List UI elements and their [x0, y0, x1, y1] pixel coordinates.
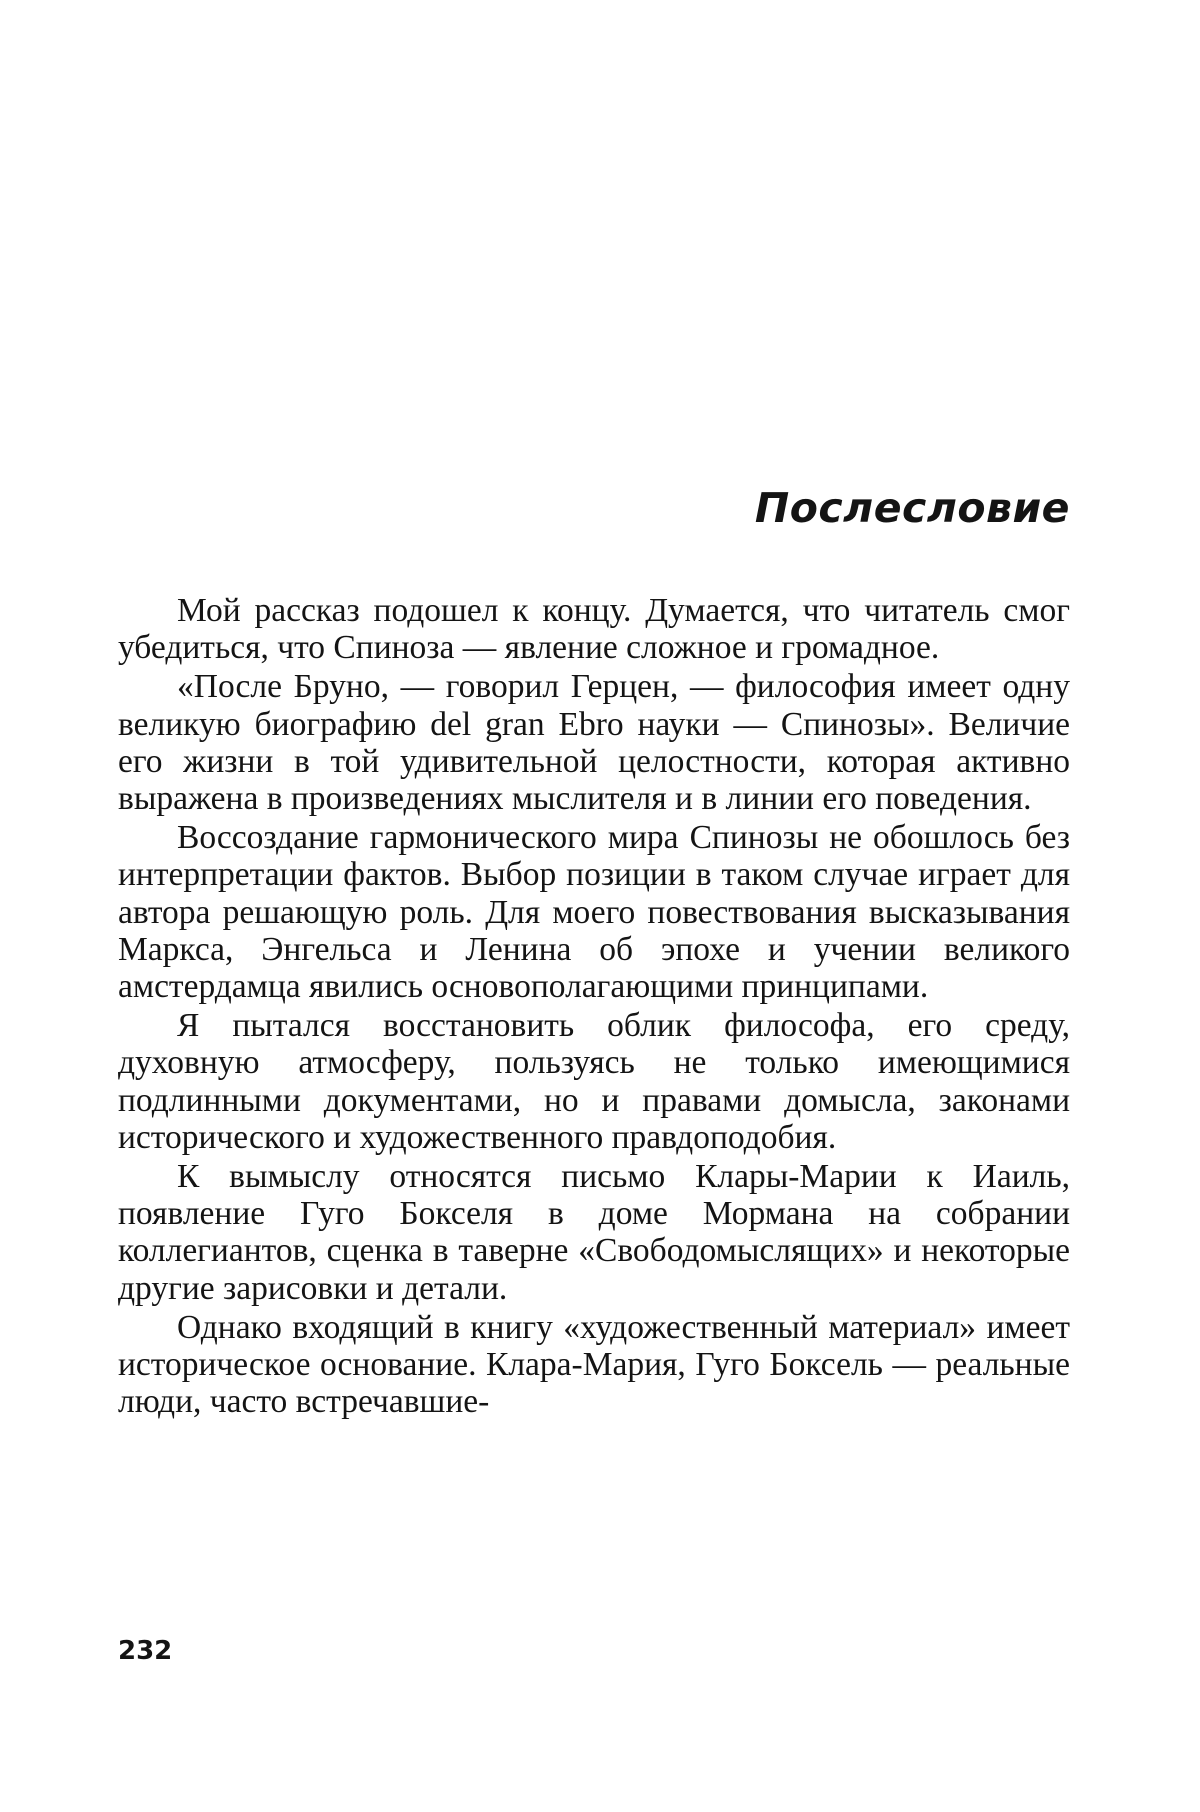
chapter-heading: Послесловие — [754, 484, 1070, 532]
paragraph: Однако входящий в книгу «художественный материал» имеет историческое основание. Клара-Мария, Гуго Боксель — реальные люди, часто встречавшие- — [118, 1308, 1070, 1421]
paragraph: Я пытался восстановить облик философа, его среду, духовную атмосферу, пользуясь не только имеющимися подлинными документами, но и правами домысла, законами исторического и художественного правдоподобия. — [118, 1007, 1070, 1156]
paragraph: «После Бруно, — говорил Герцен, — философия имеет одну великую биографию del gran Ebro науки — Спинозы». Величие его жизни в той удивительной целостности, которая активно выражена в произведениях мыслителя и в линии его поведения. — [118, 668, 1070, 818]
paragraph: Воссоздание гармонического мира Спинозы не обошлось без интерпретации фактов. Выбор позиции в таком случае играет для автора решающую роль. Для моего повествования высказывания Маркса, Энгельса и Ленина об эпохе и учении великого амстердамца явились основополагающими принципами. — [118, 819, 1070, 1006]
page-number: 232 — [118, 1636, 173, 1666]
body-text — [118, 592, 1070, 1422]
paragraph: К вымыслу относятся письмо Клары-Марии к Иаиль, появление Гуго Бокселя в доме Мормана на собрании коллегиантов, сценка в таверне «Свободомыслящих» и некоторые другие зарисовки и детали. — [118, 1158, 1070, 1307]
paragraph: Мой рассказ подошел к концу. Думается, что читатель смог убедиться, что Спиноза — явление сложное и громадное. — [118, 592, 1070, 667]
